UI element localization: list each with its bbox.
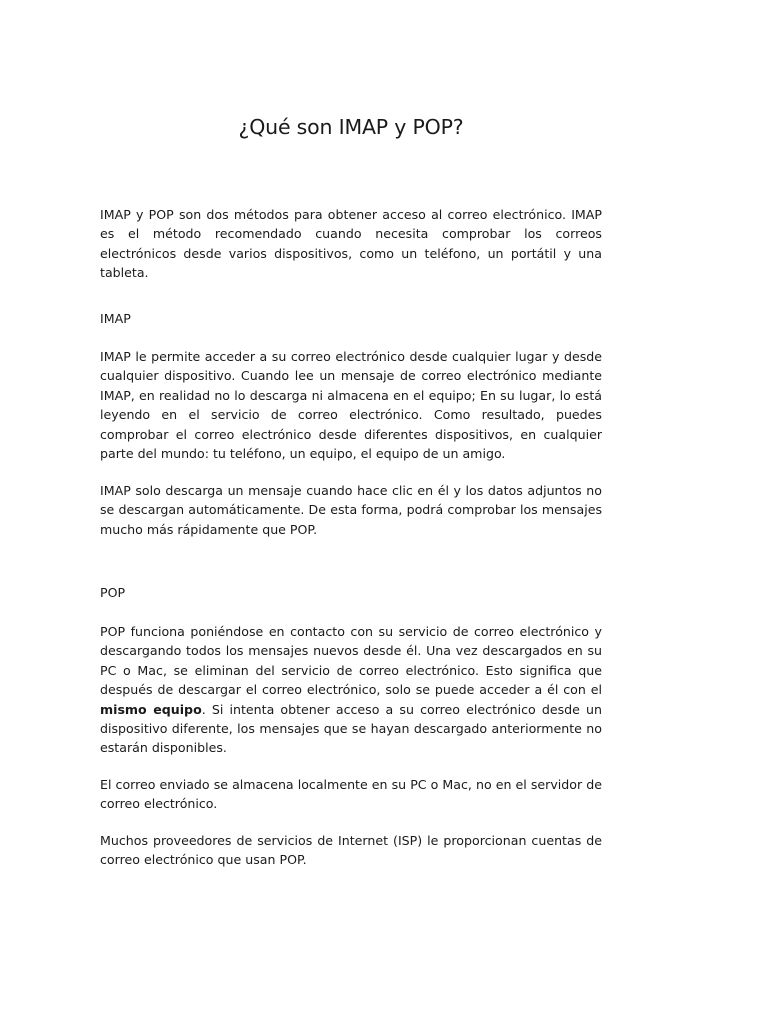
document-title: ¿Qué son IMAP y POP? bbox=[238, 115, 464, 139]
imap-heading: IMAP bbox=[100, 311, 131, 326]
pop-paragraph-1-text-start: POP funciona poniéndose en contacto con su servicio de correo electrónico y descargando todos los mensajes nuevos desde él. Una vez descargados en su PC o Mac, se eliminan del servicio de correo electrónico. Esto significa que después de descargar el correo electrónico, solo se puede acceder a él con el bbox=[100, 624, 602, 698]
pop-paragraph-2: El correo enviado se almacena localmente en su PC o Mac, no en el servidor de correo electrónico. bbox=[100, 777, 602, 812]
pop-paragraph-1-text-end: . Si intenta obtener acceso a su correo electrónico desde un dispositivo diferente, los mensajes que se hayan descargado anteriormente no estarán disponibles. bbox=[100, 701, 602, 756]
imap-paragraph-2: IMAP solo descarga un mensaje cuando hace clic en él y los datos adjuntos no se descargan automáticamente. De esta forma, podrá comprobar los mensajes mucho más rápidamente que POP. bbox=[100, 483, 602, 537]
pop-paragraph-1-bold-text: mismo equipo bbox=[100, 701, 202, 717]
pop-paragraph-1 bbox=[100, 622, 602, 758]
intro-paragraph: IMAP y POP son dos métodos para obtener acceso al correo electrónico. IMAP es el método recomendado cuando necesita comprobar los correos electrónicos desde varios dispositivos, como un teléfono, un portátil y una tableta. bbox=[100, 207, 602, 281]
pop-heading: POP bbox=[100, 585, 126, 600]
pop-paragraph-3: Muchos proveedores de servicios de Internet (ISP) le proporcionan cuentas de correo electrónico que usan POP. bbox=[100, 833, 602, 868]
imap-paragraph-1: IMAP le permite acceder a su correo electrónico desde cualquier lugar y desde cualquier dispositivo. Cuando lee un mensaje de correo electrónico mediante IMAP, en realidad no lo descarga ni almacena en el equipo; En su lugar, lo está leyendo en el servicio de correo electrónico. Como resultado, puedes comprobar el correo electrónico desde diferentes dispositivos, en cualquier parte del mundo: tu teléfono, un equipo, el equipo de un amigo. bbox=[100, 349, 602, 462]
